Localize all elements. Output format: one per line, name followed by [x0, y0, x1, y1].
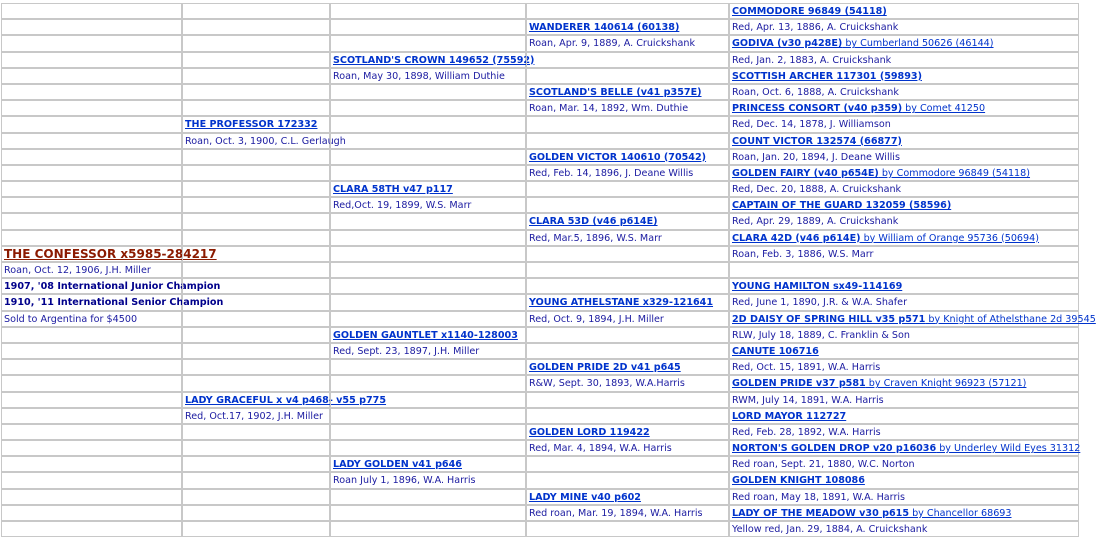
pedigree-cell: [526, 456, 729, 472]
pedigree-cell: [330, 327, 526, 343]
pedigree-cell: [729, 68, 1079, 84]
pedigree-cell: [1, 521, 182, 537]
pedigree-cell: [330, 278, 526, 294]
pedigree-cell: [729, 84, 1079, 100]
ancestor-details: Red,Oct. 19, 1899, W.S. Marr: [333, 200, 472, 212]
pedigree-cell: [330, 262, 526, 278]
pedigree-cell: [182, 424, 330, 440]
pedigree-cell: [729, 100, 1079, 116]
pedigree-cell: [330, 181, 526, 197]
pedigree-cell: [729, 230, 1079, 246]
pedigree-cell: [729, 359, 1079, 375]
pedigree-cell: [330, 19, 526, 35]
pedigree-cell: [1, 213, 182, 229]
pedigree-cell: [330, 505, 526, 521]
pedigree-cell: [1, 116, 182, 132]
pedigree-cell: [182, 505, 330, 521]
pedigree-cell: [182, 327, 330, 343]
ancestor-link[interactable]: CLARA 42D (v46 p614E): [732, 232, 861, 244]
pedigree-cell: [1, 149, 182, 165]
pedigree-cell: [182, 489, 330, 505]
pedigree-cell: [526, 19, 729, 35]
pedigree-cell: [526, 521, 729, 537]
pedigree-cell: [526, 213, 729, 229]
pedigree-cell: [729, 116, 1079, 132]
pedigree-cell: [526, 408, 729, 424]
pedigree-cell: [729, 3, 1079, 19]
pedigree-table: [2, 4, 1096, 538]
pedigree-cell: [330, 68, 526, 84]
ancestor-details: Red, Dec. 20, 1888, A. Cruickshank: [732, 184, 902, 196]
ancestor-details: Roan, Oct. 12, 1906, J.H. Miller: [4, 265, 151, 276]
pedigree-cell: [526, 100, 729, 116]
pedigree-row: [2, 360, 1080, 376]
ancestor-details: Red, Oct. 15, 1891, W.A. Harris: [732, 362, 881, 374]
ancestor-details: RWM, July 14, 1891, W.A. Harris: [732, 394, 884, 406]
pedigree-cell: [330, 294, 526, 310]
sire-reference-link[interactable]: by Knight of Athelsthane 2d 39545: [925, 313, 1096, 325]
pedigree-cell: [729, 52, 1079, 68]
pedigree-cell: [182, 19, 330, 35]
pedigree-cell: [1, 100, 182, 116]
pedigree-row: [2, 473, 1080, 489]
ancestor-link[interactable]: LADY OF THE MEADOW v30 p615: [732, 507, 910, 519]
pedigree-row: [2, 522, 1080, 538]
pedigree-cell: [182, 181, 330, 197]
pedigree-cell: [330, 311, 526, 327]
pedigree-cell: [182, 262, 330, 278]
pedigree-cell: [526, 116, 729, 132]
ancestor-link[interactable]: GOLDEN PRIDE v37 p581: [732, 378, 866, 390]
pedigree-cell: [526, 294, 729, 310]
sire-reference-link[interactable]: by William of Orange 95736 (50694): [860, 232, 1039, 244]
pedigree-cell: [1, 456, 182, 472]
ancestor-link[interactable]: COUNT VICTOR 132574 (66877): [732, 135, 902, 147]
pedigree-cell: [729, 343, 1079, 359]
pedigree-cell: [729, 424, 1079, 440]
pedigree-cell: [1, 278, 221, 294]
ancestor-link[interactable]: GOLDEN VICTOR 140610 (70542): [529, 151, 707, 163]
ancestor-details: Red, Apr. 13, 1886, A. Cruickshank: [732, 22, 899, 34]
pedigree-cell: [729, 213, 1079, 229]
pedigree-row: [2, 36, 1080, 52]
pedigree-cell: [526, 68, 729, 84]
pedigree-cell: [526, 472, 729, 488]
pedigree-cell: [729, 311, 1096, 327]
pedigree-cell: [729, 294, 1079, 310]
pedigree-cell: [182, 343, 330, 359]
ancestor-link[interactable]: CAPTAIN OF THE GUARD 132059 (58596): [732, 200, 952, 212]
ancestor-link[interactable]: GOLDEN PRIDE 2D v41 p645: [529, 362, 681, 374]
ancestor-details: Red, Oct. 9, 1894, J.H. Miller: [529, 313, 664, 325]
pedigree-cell: [729, 440, 1079, 456]
pedigree-cell: [729, 521, 1079, 537]
pedigree-cell: [526, 343, 729, 359]
pedigree-cell: [1, 68, 182, 84]
pedigree-cell: [330, 213, 526, 229]
pedigree-row: [2, 425, 1080, 441]
pedigree-cell: [330, 133, 526, 149]
pedigree-cell: [330, 456, 526, 472]
pedigree-cell: [182, 472, 330, 488]
pedigree-cell: [1, 392, 182, 408]
pedigree-cell: [330, 165, 526, 181]
pedigree-cell: [526, 84, 729, 100]
ancestor-details: Red roan, May 18, 1891, W.A. Harris: [732, 491, 906, 503]
pedigree-cell: [1, 246, 217, 262]
pedigree-cell: [182, 35, 330, 51]
pedigree-cell: [729, 505, 1079, 521]
pedigree-cell: [1, 294, 224, 310]
pedigree-cell: [1, 262, 182, 278]
pedigree-cell: [729, 278, 1079, 294]
ancestor-details: Red, Feb. 28, 1892, W.A. Harris: [732, 426, 881, 438]
pedigree-row: [2, 247, 1080, 263]
sire-reference-link[interactable]: by Underley Wild Eyes 31312: [936, 443, 1081, 455]
ancestor-details: Red, Dec. 14, 1878, J. Williamson: [732, 119, 891, 131]
pedigree-cell: [526, 246, 729, 262]
pedigree-cell: [729, 197, 1079, 213]
ancestor-link[interactable]: LORD MAYOR 112727: [732, 410, 847, 422]
pedigree-cell: [1, 472, 182, 488]
pedigree-cell: [1, 375, 182, 391]
pedigree-cell: [526, 505, 729, 521]
pedigree-cell: [182, 84, 330, 100]
pedigree-cell: [1, 133, 182, 149]
pedigree-cell: [729, 35, 1079, 51]
pedigree-row: [2, 344, 1080, 360]
pedigree-cell: [526, 165, 729, 181]
pedigree-cell: [182, 213, 330, 229]
pedigree-row: [2, 457, 1080, 473]
pedigree-cell: [330, 246, 526, 262]
ancestor-details: Red roan, Sept. 21, 1880, W.C. Norton: [732, 459, 915, 471]
pedigree-cell: [526, 327, 729, 343]
ancestor-link[interactable]: GOLDEN LORD 119422: [529, 426, 650, 438]
pedigree-row: [2, 231, 1080, 247]
pedigree-cell: [1, 424, 182, 440]
ancestor-link[interactable]: COMMODORE 96849 (54118): [732, 6, 887, 17]
pedigree-cell: [729, 472, 1079, 488]
pedigree-cell: [729, 19, 1079, 35]
pedigree-row: [2, 441, 1080, 457]
pedigree-cell: [1, 35, 182, 51]
pedigree-cell: [729, 375, 1079, 391]
pedigree-cell: [182, 440, 330, 456]
ancestor-link[interactable]: GOLDEN KNIGHT 108086: [732, 475, 865, 487]
pedigree-cell: [526, 3, 729, 19]
pedigree-cell: [1, 230, 182, 246]
pedigree-cell: [182, 52, 330, 68]
ancestor-link[interactable]: LADY MINE v40 p602: [529, 491, 641, 503]
pedigree-row: [2, 490, 1080, 506]
pedigree-cell: [526, 181, 729, 197]
pedigree-cell: [1, 52, 182, 68]
pedigree-cell: [330, 440, 526, 456]
pedigree-row: [2, 312, 1096, 328]
ancestor-link[interactable]: CLARA 53D (v46 p614E): [529, 216, 658, 228]
pedigree-cell: [182, 311, 330, 327]
pedigree-cell: [729, 392, 1079, 408]
pedigree-cell: [182, 359, 330, 375]
pedigree-cell: [330, 35, 526, 51]
sire-reference-link[interactable]: by Craven Knight 96923 (57121): [865, 378, 1027, 390]
ancestor-details: Red, June 1, 1890, J.R. & W.A. Shafer: [732, 297, 908, 309]
ancestor-details: Roan July 1, 1896, W.A. Harris: [333, 475, 476, 487]
ancestor-details: Red, Oct.17, 1902, J.H. Miller: [185, 410, 323, 422]
championship-text: 1910, '11 International Senior Champion: [4, 297, 224, 309]
pedigree-cell: [330, 230, 526, 246]
pedigree-cell: [182, 230, 330, 246]
pedigree-row: [2, 409, 1080, 425]
pedigree-cell: [1, 343, 182, 359]
pedigree-cell: [526, 440, 729, 456]
ancestor-link[interactable]: SCOTLAND'S CROWN 149652 (75592): [333, 54, 535, 66]
ancestor-details: R&W, Sept. 30, 1893, W.A.Harris: [529, 378, 685, 390]
pedigree-cell: [330, 149, 526, 165]
pedigree-cell: [330, 3, 526, 19]
pedigree-cell: [1, 408, 182, 424]
pedigree-cell: [1, 84, 182, 100]
pedigree-cell: [526, 197, 729, 213]
pedigree-row: [2, 53, 1080, 69]
pedigree-row: [2, 117, 1080, 133]
pedigree-cell: [182, 246, 330, 262]
pedigree-cell: [182, 408, 330, 424]
sire-reference-link[interactable]: by Commodore 96849 (54118): [878, 167, 1031, 179]
pedigree-cell: [729, 489, 1079, 505]
pedigree-row: [2, 101, 1080, 117]
pedigree-cell: [1, 181, 182, 197]
pedigree-cell: [1, 505, 182, 521]
pedigree-cell: [182, 456, 330, 472]
pedigree-cell: [182, 133, 346, 149]
pedigree-row: [2, 4, 1080, 20]
pedigree-row: [2, 279, 1080, 295]
pedigree-cell: [330, 100, 526, 116]
pedigree-row: [2, 393, 1080, 409]
pedigree-cell: [526, 311, 729, 327]
pedigree-cell: [182, 375, 330, 391]
pedigree-row: [2, 376, 1080, 392]
ancestor-details: RLW, July 18, 1889, C. Franklin & Son: [732, 329, 910, 341]
ancestor-details: Red roan, Mar. 19, 1894, W.A. Harris: [529, 507, 703, 519]
ancestor-link[interactable]: THE PROFESSOR 172332: [185, 119, 318, 131]
pedigree-cell: [526, 52, 729, 68]
pedigree-cell: [182, 165, 330, 181]
pedigree-cell: [526, 149, 729, 165]
pedigree-cell: [729, 149, 1079, 165]
pedigree-cell: [729, 181, 1079, 197]
pedigree-cell: [330, 343, 526, 359]
ancestor-details: Roan, Mar. 14, 1892, Wm. Duthie: [529, 103, 689, 115]
pedigree-cell: [729, 133, 1079, 149]
pedigree-row: [2, 85, 1080, 101]
ancestor-link[interactable]: NORTON'S GOLDEN DROP v20 p16036: [732, 443, 937, 455]
pedigree-cell: [526, 35, 729, 51]
ancestor-link[interactable]: GOLDEN FAIRY (v40 p654E): [732, 167, 879, 179]
pedigree-row: [2, 182, 1080, 198]
sire-reference-link[interactable]: by Comet 41250: [902, 103, 986, 115]
ancestor-details: Red, Mar. 4, 1894, W.A. Harris: [529, 443, 672, 455]
pedigree-cell: [729, 408, 1079, 424]
ancestor-link[interactable]: CANUTE 106716: [732, 345, 819, 357]
ancestor-details: Red, Jan. 2, 1883, A. Cruickshank: [732, 54, 892, 66]
pedigree-row: [2, 263, 1080, 279]
ancestor-details: Roan, Oct. 3, 1900, C.L. Gerlaugh: [185, 135, 346, 147]
pedigree-cell: [330, 408, 526, 424]
pedigree-cell: [182, 278, 330, 294]
pedigree-cell: [330, 392, 526, 408]
ancestor-link[interactable]: CLARA 58TH v47 p117: [333, 184, 453, 196]
pedigree-row: [2, 20, 1080, 36]
sire-reference-link[interactable]: by Cumberland 50626 (46144): [842, 38, 994, 50]
ancestor-link[interactable]: PRINCESS CONSORT (v40 p359): [732, 103, 903, 115]
pedigree-cell: [729, 327, 1079, 343]
ancestor-details: Red, Sept. 23, 1897, J.H. Miller: [333, 345, 480, 357]
pedigree-cell: [1, 311, 182, 327]
pedigree-cell: [330, 489, 526, 505]
pedigree-cell: [1, 165, 182, 181]
pedigree-cell: [526, 424, 729, 440]
ancestor-details: Yellow red, Jan. 29, 1884, A. Cruickshank: [732, 524, 928, 535]
pedigree-cell: [182, 149, 330, 165]
ancestor-link[interactable]: LADY GRACEFUL x v4 p468- v55 p775: [185, 394, 387, 406]
pedigree-cell: [526, 359, 729, 375]
pedigree-cell: [729, 456, 1079, 472]
pedigree-cell: [182, 392, 387, 408]
pedigree-cell: [182, 68, 330, 84]
pedigree-cell: [526, 375, 729, 391]
pedigree-cell: [1, 3, 182, 19]
pedigree-cell: [330, 84, 526, 100]
pedigree-row: [2, 295, 1080, 311]
pedigree-cell: [1, 440, 182, 456]
ancestor-details: Sold to Argentina for $4500: [4, 313, 138, 325]
pedigree-cell: [526, 262, 729, 278]
pedigree-cell: [1, 489, 182, 505]
pedigree-cell: [330, 472, 526, 488]
ancestor-link[interactable]: SCOTLAND'S BELLE (v41 p357E): [529, 86, 702, 98]
ancestor-link[interactable]: SCOTTISH ARCHER 117301 (59893): [732, 70, 922, 82]
ancestor-link[interactable]: LADY GOLDEN v41 p646: [333, 459, 462, 471]
pedigree-cell: [330, 116, 526, 132]
ancestor-link[interactable]: GODIVA (v30 p428E): [732, 38, 843, 50]
pedigree-cell: [330, 52, 535, 68]
pedigree-row: [2, 198, 1080, 214]
pedigree-cell: [729, 165, 1079, 181]
pedigree-cell: [330, 375, 526, 391]
pedigree-cell: [729, 246, 1079, 262]
pedigree-cell: [526, 278, 729, 294]
ancestor-link[interactable]: 2D DAISY OF SPRING HILL v35 p571: [732, 313, 926, 325]
ancestor-details: Roan, May 30, 1898, William Duthie: [333, 70, 505, 82]
pedigree-row: [2, 150, 1080, 166]
ancestor-details: Red, Feb. 14, 1896, J. Deane Willis: [529, 167, 694, 179]
ancestor-details: Roan, Apr. 9, 1889, A. Cruickshank: [529, 38, 696, 50]
pedigree-cell: [1, 359, 182, 375]
pedigree-cell: [1, 197, 182, 213]
pedigree-cell: [526, 230, 729, 246]
pedigree-cell: [182, 294, 330, 310]
pedigree-cell: [1, 327, 182, 343]
pedigree-cell: [1, 19, 182, 35]
ancestor-details: Red, Apr. 29, 1889, A. Cruickshank: [732, 216, 899, 228]
ancestor-details: Roan, Feb. 3, 1886, W.S. Marr: [732, 248, 874, 260]
ancestor-link[interactable]: WANDERER 140614 (60138): [529, 22, 680, 34]
pedigree-cell: [330, 424, 526, 440]
pedigree-cell: [330, 521, 526, 537]
pedigree-cell: [182, 197, 330, 213]
pedigree-cell: [526, 392, 729, 408]
pedigree-row: [2, 214, 1080, 230]
pedigree-cell: [526, 133, 729, 149]
subject-name-link[interactable]: THE CONFESSOR x5985-284217: [4, 246, 217, 261]
pedigree-cell: [182, 521, 330, 537]
pedigree-row: [2, 134, 1080, 150]
championship-text: 1907, '08 International Junior Champion: [4, 281, 221, 293]
pedigree-cell: [182, 116, 330, 132]
sire-reference-link[interactable]: by Chancellor 68693: [909, 507, 1012, 519]
ancestor-details: Roan, Oct. 6, 1888, A. Cruickshank: [732, 86, 899, 98]
pedigree-row: [2, 166, 1080, 182]
ancestor-details: Red, Mar.5, 1896, W.S. Marr: [529, 232, 662, 244]
pedigree-row: [2, 506, 1080, 522]
ancestor-link[interactable]: GOLDEN GAUNTLET x1140-128003: [333, 329, 518, 341]
ancestor-link[interactable]: YOUNG HAMILTON sx49-114169: [732, 281, 903, 293]
pedigree-cell: [330, 197, 526, 213]
pedigree-cell: [182, 100, 330, 116]
pedigree-cell: [330, 359, 526, 375]
pedigree-row: [2, 328, 1080, 344]
ancestor-link[interactable]: YOUNG ATHELSTANE x329-121641: [529, 297, 714, 309]
pedigree-cell: [729, 262, 1079, 278]
pedigree-row: [2, 69, 1080, 85]
ancestor-details: Roan, Jan. 20, 1894, J. Deane Willis: [732, 151, 900, 163]
pedigree-cell: [526, 489, 729, 505]
pedigree-cell: [182, 3, 330, 19]
